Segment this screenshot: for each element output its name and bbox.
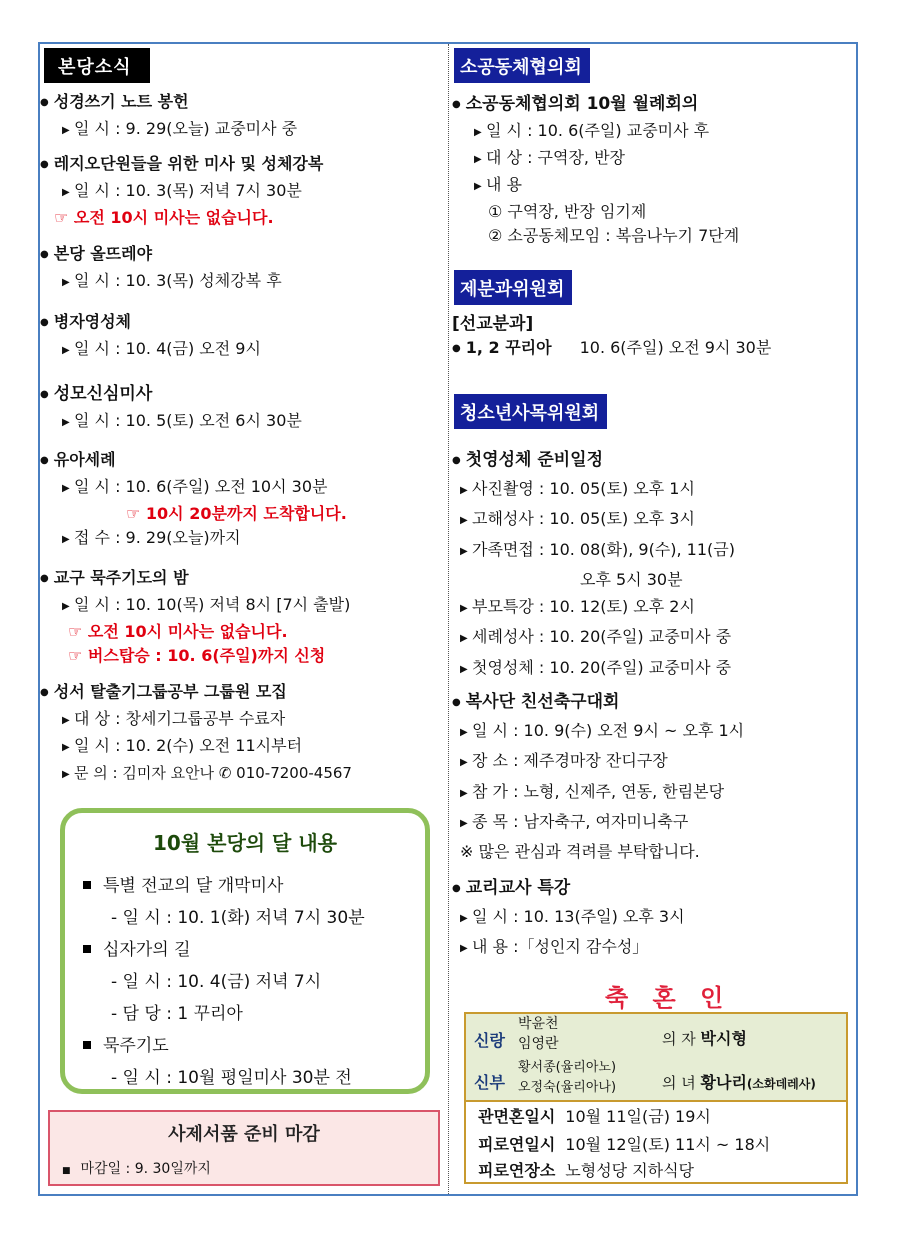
- item-line: 일 시 : 10. 6(주일) 오전 10시 30분: [74, 477, 328, 496]
- item-title: ● 소공동체협의회 10월 월례회의: [452, 92, 739, 119]
- triangle-icon: ▶: [460, 913, 468, 924]
- item-title: ● 레지오단원들을 위한 미사 및 성체강복: [40, 152, 323, 179]
- section-header-committees: 제분과위원회: [454, 270, 572, 305]
- numbered-line: ① 구역장, 반장 임기제: [488, 202, 647, 221]
- item-line: 고해성사 : 10. 05(토) 오후 3시: [472, 509, 695, 529]
- triangle-icon: ▶: [62, 601, 70, 612]
- triangle-icon: ▶: [62, 715, 70, 726]
- bride-father: 황서종(율리아노): [518, 1060, 617, 1075]
- small-community-item: [452, 92, 739, 248]
- left-column: [40, 44, 446, 83]
- parish-item-7: [40, 566, 350, 668]
- month-line: 묵주기도: [103, 1036, 169, 1056]
- item-line: 세례성사 : 10. 20(주일) 교중미사 중: [472, 627, 732, 647]
- triangle-icon: ▶: [460, 633, 468, 645]
- triangle-icon: ▶: [460, 943, 468, 955]
- triangle-icon: ▶: [460, 727, 468, 738]
- warning-note: ☞ 오전 10시 미사는 없습니다.: [54, 208, 274, 227]
- parish-item-6: [40, 448, 347, 553]
- ordination-notice-box: [48, 1110, 440, 1186]
- section-committees: [454, 270, 572, 305]
- triangle-icon: ▶: [62, 187, 70, 198]
- item-time: 10. 6(주일) 오전 9시 30분: [579, 338, 772, 357]
- month-line: - 일 시 : 10. 4(금) 저녁 7시: [111, 972, 322, 992]
- month-line: 십자가의 길: [103, 940, 191, 960]
- triangle-icon: ▶: [62, 125, 70, 136]
- item-line: 내 용 :「성인지 감수성」: [472, 937, 649, 957]
- item-line: 내 용: [486, 175, 522, 194]
- item-line: 오후 5시 30분: [580, 569, 683, 589]
- triangle-icon: ▶: [62, 345, 70, 356]
- triangle-icon: ▶: [474, 127, 482, 138]
- parish-item-4: [40, 310, 261, 364]
- section-header-small-community: 소공동체협의회: [454, 48, 590, 83]
- item-title: ● 유아세례: [40, 448, 347, 475]
- month-line: - 담 당 : 1 꾸리아: [111, 1004, 243, 1024]
- bride-relation: 의 녀: [662, 1074, 696, 1092]
- warning-note: ☞ 오전 10시 미사는 없습니다.: [68, 622, 288, 641]
- item-line: 장 소 : 제주경마장 잔디구장: [472, 751, 668, 771]
- triangle-icon: ▶: [460, 603, 468, 615]
- item-line: 일 시 : 10. 4(금) 오전 9시: [74, 339, 261, 358]
- triangle-icon: ▶: [474, 181, 482, 192]
- item-title: ● 성경쓰기 노트 봉헌: [40, 90, 297, 117]
- item-line: 종 목 : 남자축구, 여자미니축구: [472, 811, 689, 831]
- committee-item: [452, 312, 771, 363]
- column-divider: [448, 44, 449, 1194]
- schedule-value: 10월 12일(토) 11시 ~ 18시: [565, 1135, 771, 1154]
- item-line: 일 시 : 10. 2(수) 오전 11시부터: [74, 736, 303, 755]
- item-line: 일 시 : 10. 6(주일) 교중미사 후: [486, 121, 710, 140]
- numbered-line: ② 소공동체모임 : 복음나누기 7단계: [488, 226, 740, 245]
- schedule-key: 피로연일시: [478, 1135, 556, 1154]
- groom-name: 박시형: [700, 1029, 747, 1048]
- schedule-key: 피로연장소: [478, 1161, 556, 1180]
- item-title: ● 교리교사 특강: [452, 876, 685, 903]
- item-line: 첫영성체 : 10. 20(주일) 교중미사 중: [472, 657, 732, 677]
- triangle-icon: ▶: [460, 545, 468, 557]
- bride-baptismal-name: (소화데레사): [746, 1077, 816, 1091]
- item-line: 일 시 : 10. 10(목) 저녁 8시 [7시 출발): [74, 595, 351, 614]
- triangle-icon: ▶: [460, 663, 468, 675]
- notice-line: 마감일 : 9. 30일까지: [80, 1161, 211, 1177]
- schedule-key: 관면혼일시: [478, 1107, 556, 1126]
- item-title: ● 첫영성체 준비일정: [452, 448, 735, 475]
- parish-item-2: [40, 152, 323, 230]
- item-line: 참 가 : 노형, 신제주, 연동, 한림본당: [472, 781, 725, 801]
- month-content-box: [60, 808, 430, 1094]
- soccer-item: [452, 690, 744, 865]
- month-line: 특별 전교의 달 개막미사: [103, 876, 284, 896]
- bracket-label: [선교분과]: [452, 314, 534, 334]
- parish-item-8: [40, 680, 352, 788]
- first-communion-item: [452, 448, 735, 684]
- groom-relation: 의 자: [662, 1030, 696, 1048]
- triangle-icon: ▶: [62, 277, 70, 288]
- item-line: 일 시 : 10. 9(수) 오전 9시 ~ 오후 1시: [472, 721, 745, 740]
- warning-note: ☞ 버스탑승 : 10. 6(주일)까지 신청: [68, 646, 326, 665]
- triangle-icon: ▶: [460, 515, 468, 527]
- square-bullet-icon: [83, 945, 91, 953]
- section-youth: [454, 394, 607, 429]
- item-title: ● 성모신심미사: [40, 382, 302, 409]
- month-line: - 일 시 : 10월 평일미사 30분 전: [111, 1068, 352, 1088]
- triangle-icon: ▶: [62, 742, 70, 753]
- item-line: 일 시 : 10. 13(주일) 오후 3시: [472, 907, 685, 926]
- section-header-parish-news: 본당소식: [44, 48, 150, 83]
- item-title: ● 교구 묵주기도의 밤: [40, 566, 350, 593]
- item-line: 접 수 : 9. 29(오늘)까지: [74, 528, 241, 547]
- item-title: ● 1, 2 꾸리아: [452, 338, 552, 357]
- square-bullet-icon: ■: [62, 1166, 71, 1176]
- item-title: ● 복사단 친선축구대회: [452, 690, 744, 717]
- item-title: ● 병자영성체: [40, 310, 261, 337]
- item-line: ※ 많은 관심과 격려를 부탁합니다.: [460, 842, 700, 862]
- triangle-icon: ▶: [62, 417, 70, 428]
- section-header-youth: 청소년사목위원회: [454, 394, 607, 429]
- section-small-community: [454, 48, 590, 83]
- parish-item-1: [40, 90, 297, 144]
- groom-mother: 임영란: [518, 1036, 559, 1052]
- parish-item-3: [40, 242, 282, 296]
- bride-label: 신부: [474, 1073, 505, 1092]
- bride-name: 황나리: [700, 1073, 747, 1092]
- item-line: 부모특강 : 10. 12(토) 오후 2시: [472, 597, 695, 617]
- triangle-icon: ▶: [62, 769, 70, 780]
- parish-item-5: [40, 382, 302, 436]
- item-line: 대 상 : 창세기그룹공부 수료자: [74, 709, 286, 728]
- square-bullet-icon: [83, 1041, 91, 1049]
- item-line: 가족면접 : 10. 08(화), 9(수), 11(금): [472, 539, 735, 559]
- triangle-icon: ▶: [474, 154, 482, 165]
- item-line: 일 시 : 10. 5(토) 오전 6시 30분: [74, 411, 302, 430]
- triangle-icon: ▶: [62, 534, 70, 545]
- item-line: 대 상 : 구역장, 반장: [486, 148, 626, 167]
- triangle-icon: ▶: [62, 483, 70, 494]
- item-title: ● 본당 올뜨레야: [40, 242, 282, 269]
- groom-label: 신랑: [474, 1031, 505, 1050]
- bride-mother: 오정숙(율리아나): [518, 1080, 617, 1095]
- wedding-box: [464, 1012, 848, 1184]
- item-line: 일 시 : 10. 3(목) 성체강복 후: [74, 271, 282, 290]
- warning-note: ☞ 10시 20분까지 도착합니다.: [126, 504, 347, 523]
- item-title: ● 성서 탈출기그룹공부 그룹원 모집: [40, 680, 352, 707]
- triangle-icon: ▶: [460, 757, 468, 769]
- item-line: 문 의 : 김미자 요안나 ✆ 010-7200-4567: [74, 764, 352, 782]
- triangle-icon: ▶: [460, 485, 468, 496]
- item-line: 일 시 : 9. 29(오늘) 교중미사 중: [74, 119, 298, 138]
- wedding-title: 축 혼 인: [605, 984, 732, 1012]
- triangle-icon: ▶: [460, 817, 468, 829]
- month-box-title: 10월 본당의 달 내용: [153, 831, 337, 855]
- square-bullet-icon: [83, 881, 91, 889]
- schedule-value: 노형성당 지하식당: [565, 1161, 695, 1180]
- wedding-couple-area: [466, 1014, 846, 1102]
- groom-father: 박윤천: [518, 1016, 559, 1032]
- item-line: 사진촬영 : 10. 05(토) 오후 1시: [472, 479, 695, 498]
- lecture-item: [452, 876, 685, 964]
- item-line: 일 시 : 10. 3(목) 저녁 7시 30분: [74, 181, 302, 200]
- month-line: - 일 시 : 10. 1(화) 저녁 7시 30분: [111, 908, 365, 928]
- notice-title: 사제서품 준비 마감: [168, 1124, 320, 1145]
- triangle-icon: ▶: [460, 787, 468, 799]
- schedule-value: 10월 11일(금) 19시: [565, 1107, 711, 1126]
